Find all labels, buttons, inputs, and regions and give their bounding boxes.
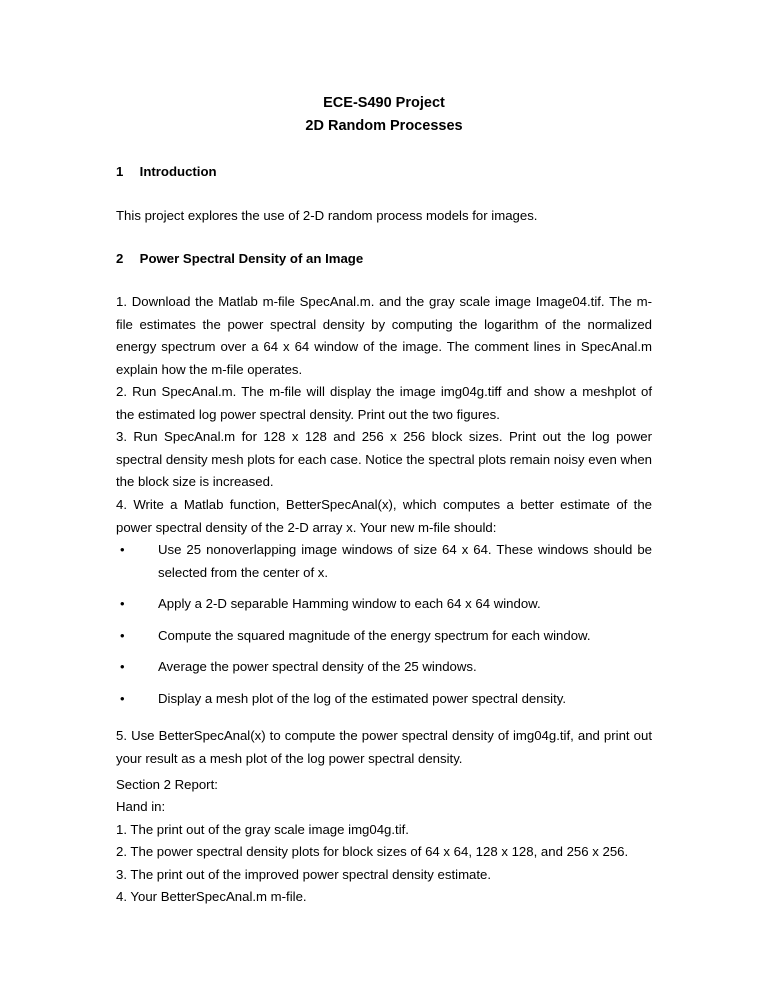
hand-in-label: Hand in: — [116, 799, 166, 814]
list-item: • Average the power spectral density of the 25 windows. — [116, 656, 652, 679]
report-item-1: 1. The print out of the gray scale image img04g.tif. — [116, 822, 409, 837]
requirements-list — [116, 539, 652, 719]
section-1-number: 1 — [116, 164, 124, 179]
report-heading: Section 2 Report: — [116, 777, 218, 792]
section-2-title: Power Spectral Density of an Image — [139, 251, 364, 266]
step-4-paragraph: 4. Write a Matlab function, BetterSpecAnal(x), which computes a better estimate of the power spectral density of the 2-D array x. Your new m-file should: — [116, 497, 652, 535]
bullet-icon: • — [120, 690, 125, 706]
document-title: ECE-S490 Project — [323, 95, 445, 111]
report-item-2: 2. The power spectral density plots for block sizes of 64 x 64, 128 x 128, and 256 x 256. — [116, 844, 629, 859]
section-1-title: Introduction — [139, 164, 217, 179]
bullet-icon: • — [120, 627, 125, 643]
section-1-text: This project explores the use of 2-D random process models for images. — [116, 208, 538, 223]
step-5-paragraph: 5. Use BetterSpecAnal(x) to compute the power spectral density of img04g.tif, and print out your result as a mesh plot of the log power spectral density. — [116, 728, 652, 766]
document-subtitle: 2D Random Processes — [305, 118, 463, 134]
report-item-3: 3. The print out of the improved power spectral density estimate. — [116, 867, 492, 882]
section-2-number: 2 — [116, 251, 124, 266]
step-3-paragraph: 3. Run SpecAnal.m for 128 x 128 and 256 x 256 block sizes. Print out the log power spectral density mesh plots for each case. Notice the spectral plots remain noisy even when the block size is increased. — [116, 429, 652, 489]
section-1-heading — [116, 164, 217, 180]
list-item: • Display a mesh plot of the log of the estimated power spectral density. — [116, 688, 652, 711]
list-item: • Apply a 2-D separable Hamming window to each 64 x 64 window. — [116, 593, 652, 616]
step-2-paragraph: 2. Run SpecAnal.m. The m-file will display the image img04g.tiff and show a meshplot of the estimated log power spectral density. Print out the two figures. — [116, 384, 652, 422]
bullet-icon: • — [120, 596, 125, 611]
bullet-icon: • — [120, 542, 125, 557]
list-item: • Compute the squared magnitude of the energy spectrum for each window. — [116, 625, 652, 648]
bullet-icon: • — [120, 659, 125, 674]
list-item: • Use 25 nonoverlapping image windows of size 64 x 64. These windows should be selected from the center of x. — [116, 539, 652, 584]
step-1-paragraph: 1. Download the Matlab m-file SpecAnal.m. and the gray scale image Image04.tif. The m-file estimates the power spectral density by computing the logarithm of the normalized energy spectrum over a 64 x 64 window of the image. The comment lines in SpecAnal.m explain how the m-file operates. — [116, 294, 652, 377]
report-item-4: 4. Your BetterSpecAnal.m m-file. — [116, 889, 307, 904]
section-2-heading — [116, 251, 363, 267]
